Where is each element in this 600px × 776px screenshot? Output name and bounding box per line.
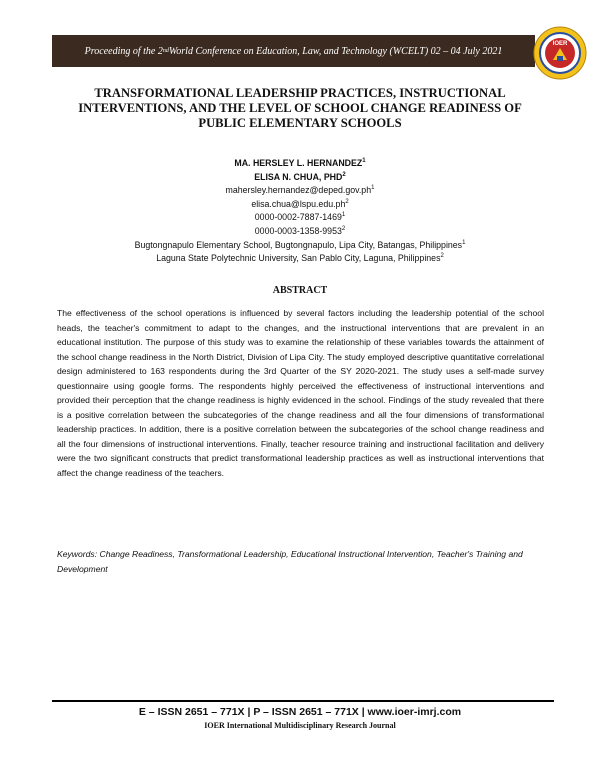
email-1: [60, 184, 540, 198]
email-2-text: elisa.chua@lspu.edu.ph: [251, 198, 346, 209]
author-1: [60, 157, 540, 171]
ioer-logo-icon: [533, 26, 587, 80]
orcid-2-sup: 2: [341, 226, 346, 233]
author-2: [60, 171, 540, 185]
footer-divider: [52, 700, 554, 702]
orcid-1-text: 0000-0002-7887-1469: [254, 212, 342, 223]
orcid-1-sup: 1: [341, 212, 346, 219]
footer-journal: IOER International Multidisciplinary Research Journal: [204, 721, 396, 730]
affiliation-1-sup: 1: [462, 239, 466, 246]
title-line: TRANSFORMATIONAL LEADERSHIP PRACTICES, INSTRUCTIONAL: [94, 86, 506, 100]
affiliation-2: [60, 252, 540, 266]
orcid-2-text: 0000-0003-1358-9953: [254, 225, 342, 236]
author-block: [60, 157, 540, 266]
author-1-name: MA. HERSLEY L. HERNANDEZ: [234, 158, 363, 168]
author-2-sup: 2: [342, 171, 346, 178]
email-1-text: mahersley.hernandez@deped.gov.ph: [225, 185, 372, 196]
proceeding-suffix: World Conference on Education, Law, and Technology (WCELT) 02 – 04 July 2021: [168, 45, 503, 57]
paper-title: [60, 86, 540, 131]
email-1-sup: 1: [371, 185, 375, 192]
author-2-name: ELISA N. CHUA, PHD: [254, 171, 343, 182]
proceeding-prefix: Proceeding of the 2: [84, 45, 163, 57]
title-line: INTERVENTIONS, AND THE LEVEL OF SCHOOL CHANGE READINESS OF: [78, 101, 522, 115]
affiliation-2-text: Laguna State Polytechnic University, San Pablo City, Laguna, Philippines: [156, 253, 441, 264]
abstract-body: The effectiveness of the school operations is influenced by several factors including the leadership potential of the school heads, the teacher's commitment to adapt to the changes, and the instructional interventions that are prevalent in an educational institution. The purpose of this study was to examine the relationship of these variables towards the attainment of the school change readiness in the North District, Division of Lipa City. The study employed descriptive quantitative correlational design administered to 163 respondents during the 3rd Quarter of the SY 2020-2021. The study uses a self-made survey questionnaire using google forms. The respondents highly perceived the effectiveness of instructional interventions and provided their perception that the change readiness is highly evidenced in the school. Findings of the study revealed that there is a positive correlation between the subcategories of the change readiness and all the four dimensions of transformational leadership practices. In addition, there is a positive correlation between the subcategories of the school change readiness and all the four dimensions of instructional interventions. Finally, teacher resource training and instructional facilitation and delivery were the two significant constructs that predict transformational leadership practices as well as instructional interventions that affect the change readiness of the teachers.: [57, 308, 544, 478]
footer-issn: E – ISSN 2651 – 771X | P – ISSN 2651 – 771X | www.ioer-imrj.com: [138, 706, 462, 718]
affiliation-1-text: Bugtongnapulo Elementary School, Bugtongnapulo, Lipa City, Batangas, Philippines: [134, 239, 463, 250]
orcid-2: [60, 225, 540, 239]
email-2-sup: 2: [345, 198, 349, 205]
keywords: Keywords: Change Readiness, Transformational Leadership, Educational Instructional Intervention, Teacher's Training and Development: [57, 549, 523, 574]
orcid-1: [60, 211, 540, 225]
email-2: [60, 198, 540, 212]
author-1-sup: 1: [362, 158, 366, 165]
affiliation-1: [60, 239, 540, 253]
proceeding-header: Proceeding of the 2 nd World Conference on Education, Law, and Technology (WCELT) 02 – 04 July 2021: [84, 45, 503, 57]
abstract-heading: ABSTRACT: [272, 285, 328, 296]
title-line: PUBLIC ELEMENTARY SCHOOLS: [198, 116, 402, 130]
affiliation-2-sup: 2: [440, 253, 444, 260]
logo-text: IOER: [552, 41, 568, 47]
